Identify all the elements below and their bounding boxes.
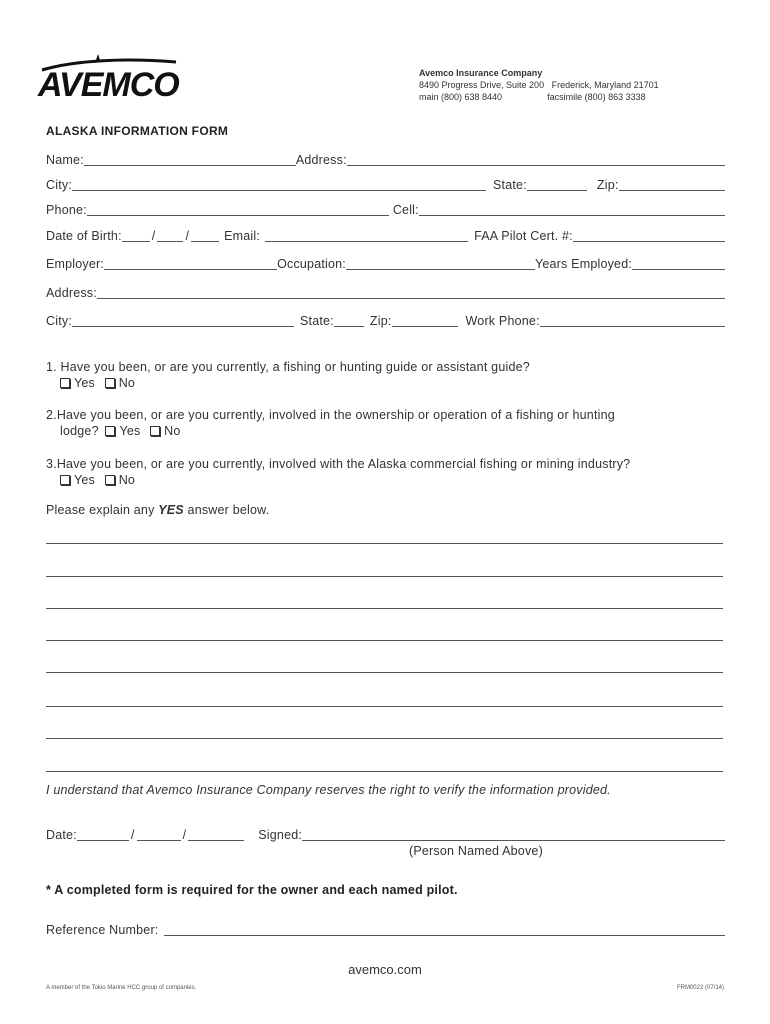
zip-field[interactable]: [619, 176, 725, 191]
employer-label: Employer:: [46, 257, 105, 271]
zip-label: Zip:: [596, 178, 619, 192]
question-2-no-label: No: [164, 424, 181, 438]
phone-field[interactable]: [87, 201, 389, 216]
reference-field[interactable]: [164, 921, 725, 936]
question-1-yes-label: Yes: [74, 376, 95, 390]
employer-state-field[interactable]: [334, 312, 364, 327]
faa-field[interactable]: [573, 227, 725, 242]
understand-statement: I understand that Avemco Insurance Company reserves the right to verify the information provided.: [46, 783, 611, 797]
row-date-signed: [46, 825, 725, 843]
company-address: 8490 Progress Drive, Suite 200: [419, 80, 545, 90]
explain-line[interactable]: [46, 608, 723, 609]
question-1-no-label: No: [118, 376, 136, 390]
row-employer: [46, 254, 725, 272]
required-note: * A completed form is required for the owner and each named pilot.: [46, 883, 458, 897]
state-label: State:: [493, 178, 527, 192]
date-label: Date:: [46, 828, 77, 842]
explain-line[interactable]: [46, 771, 723, 772]
form-number: FRM0022 (07/14): [676, 985, 724, 991]
avemco-logo: [36, 54, 188, 102]
employer-state-label: State:: [300, 314, 334, 328]
years-employed-field[interactable]: [632, 255, 725, 270]
date-day-field[interactable]: [137, 826, 181, 841]
employer-address-field[interactable]: [97, 284, 725, 299]
company-city: Frederick, Maryland 21701: [551, 80, 659, 90]
explain-line[interactable]: [46, 738, 723, 739]
employer-city-field[interactable]: [72, 312, 294, 327]
question-3-options: [46, 472, 726, 488]
member-note: A member of the Tokio Marine HCC group of companies.: [46, 985, 197, 991]
question-2-options: [46, 423, 726, 439]
cell-field[interactable]: [419, 201, 725, 216]
company-address-row: [419, 79, 659, 91]
reference-label: Reference Number:: [46, 923, 159, 937]
row-reference: [46, 920, 725, 938]
explain-line[interactable]: [46, 640, 723, 641]
occupation-field[interactable]: [346, 255, 535, 270]
employer-address-label: Address:: [46, 286, 97, 300]
logo-text: AVEMCO: [38, 66, 179, 102]
employer-field[interactable]: [104, 255, 277, 270]
explain-prompt: [46, 503, 269, 517]
date-month-field[interactable]: [77, 826, 129, 841]
occupation-label: Occupation:: [277, 257, 346, 271]
state-field[interactable]: [527, 176, 587, 191]
question-1-yes-checkbox[interactable]: [60, 378, 70, 388]
question-3-yes-label: Yes: [74, 473, 95, 487]
row-city-state-zip: [46, 175, 725, 193]
explain-line[interactable]: [46, 706, 723, 707]
row-phone-cell: [46, 200, 725, 218]
employer-zip-field[interactable]: [392, 312, 458, 327]
company-fax: facsimile (800) 863 3338: [547, 92, 646, 102]
work-phone-field[interactable]: [540, 312, 725, 327]
explain-line[interactable]: [46, 543, 723, 544]
dob-day-field[interactable]: [157, 227, 183, 242]
signature-field[interactable]: [302, 826, 725, 841]
explain-line[interactable]: [46, 576, 723, 577]
date-year-field[interactable]: [188, 826, 244, 841]
dob-month-field[interactable]: [122, 227, 150, 242]
explain-prefix: Please explain any: [46, 503, 155, 517]
question-1-options: [46, 375, 726, 391]
person-named-above: (Person Named Above): [409, 844, 543, 858]
date-slash-2: /: [182, 828, 187, 842]
explain-suffix: answer below.: [187, 503, 270, 517]
row-employer-city: [46, 311, 725, 329]
question-2-text-cont: lodge?: [60, 424, 99, 438]
question-3-yes-checkbox[interactable]: [60, 475, 70, 485]
form-title: ALASKA INFORMATION FORM: [46, 124, 229, 138]
question-1-text: 1. Have you been, or are you currently, a fishing or hunting guide or assistant guide?: [46, 360, 530, 374]
faa-label: FAA Pilot Cert. #:: [474, 229, 573, 243]
company-phone-row: [419, 91, 659, 103]
name-field[interactable]: [84, 151, 296, 166]
phone-label: Phone:: [46, 203, 87, 217]
date-slash-1: /: [130, 828, 135, 842]
row-dob-email-faa: [46, 226, 725, 244]
city-field[interactable]: [72, 176, 486, 191]
question-3: [46, 456, 726, 488]
row-name-address: [46, 150, 725, 168]
dob-slash-1: /: [151, 229, 156, 243]
question-2-yes-checkbox[interactable]: [105, 426, 115, 436]
company-info: [419, 67, 659, 103]
company-phone: main (800) 638 8440: [419, 92, 503, 102]
explain-emphasis: YES: [158, 503, 184, 517]
city-label: City:: [46, 178, 72, 192]
cell-label: Cell:: [392, 203, 419, 217]
email-field[interactable]: [265, 227, 468, 242]
employer-city-label: City:: [46, 314, 72, 328]
question-2-yes-label: Yes: [119, 424, 141, 438]
question-1: [46, 359, 726, 391]
dob-year-field[interactable]: [191, 227, 219, 242]
question-2: [46, 407, 726, 439]
name-label: Name:: [46, 153, 84, 167]
employer-zip-label: Zip:: [369, 314, 392, 328]
signed-label: Signed:: [258, 828, 303, 842]
years-employed-label: Years Employed:: [534, 257, 633, 271]
dob-slash-2: /: [185, 229, 190, 243]
row-employer-address: [46, 283, 725, 301]
question-2-no-checkbox[interactable]: [150, 426, 160, 436]
website-link[interactable]: avemco.com: [348, 962, 422, 977]
dob-label: Date of Birth:: [46, 229, 122, 243]
question-1-no-checkbox[interactable]: [105, 378, 115, 388]
avemco-logo-mark: [36, 54, 188, 102]
company-name: Avemco Insurance Company: [419, 68, 543, 78]
explain-line[interactable]: [46, 672, 723, 673]
address-field[interactable]: [347, 151, 725, 166]
question-3-no-label: No: [118, 473, 136, 487]
question-3-text: 3.Have you been, or are you currently, involved with the Alaska commercial fishing or mining industry?: [46, 457, 631, 471]
address-label: Address:: [295, 153, 347, 167]
email-label: Email:: [224, 229, 261, 243]
work-phone-label: Work Phone:: [465, 314, 540, 328]
question-3-no-checkbox[interactable]: [105, 475, 115, 485]
question-2-text: 2.Have you been, or are you currently, involved in the ownership or operation of a fishing or hunting: [46, 408, 615, 422]
